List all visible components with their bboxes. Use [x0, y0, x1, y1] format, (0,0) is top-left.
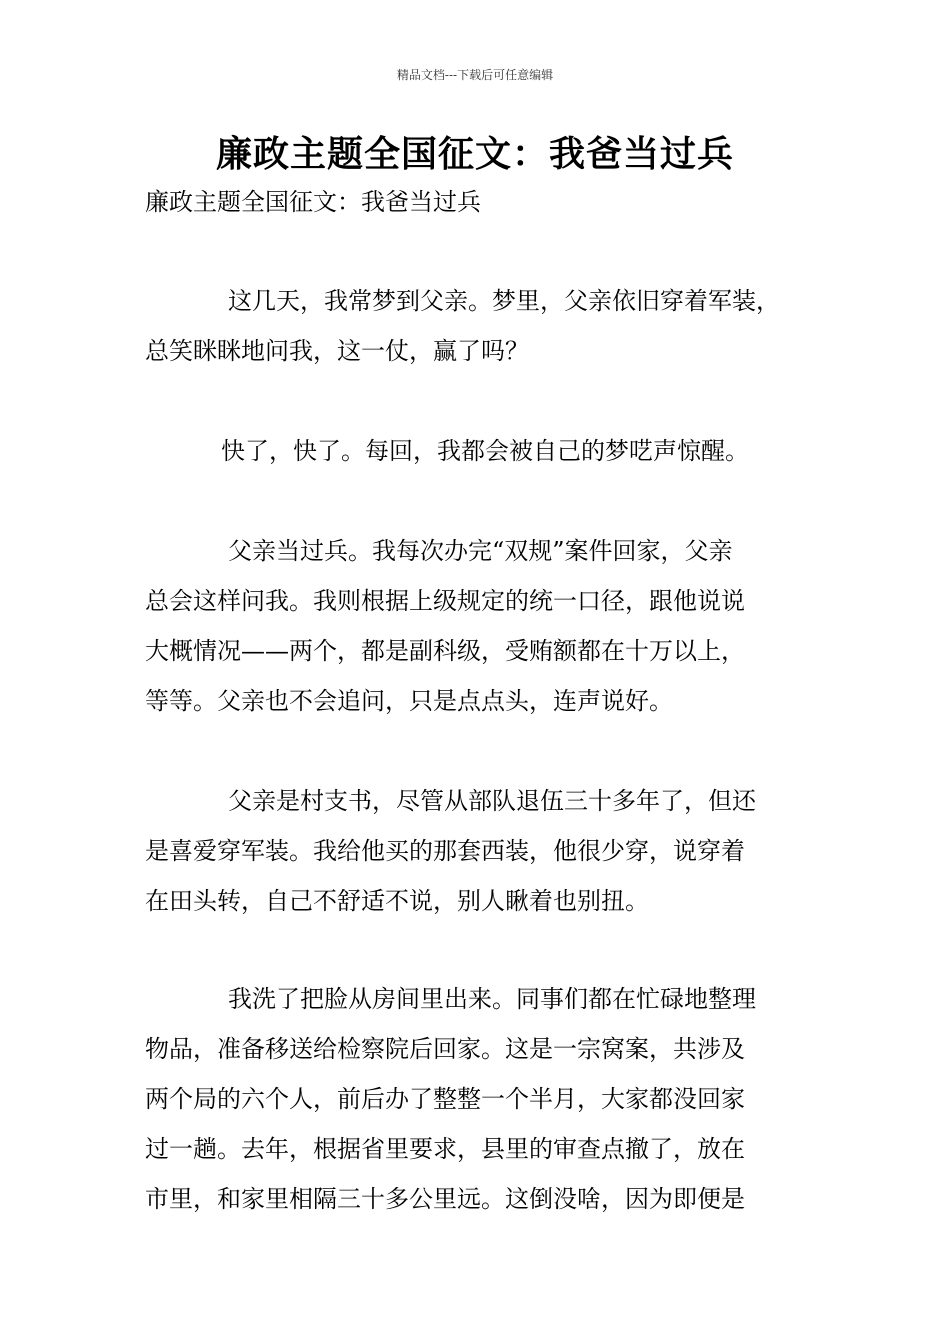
paragraph-line: 总笑眯眯地问我，这一仗，赢了吗？	[145, 337, 529, 365]
paragraph-line: 我洗了把脸从房间里出来。同事们都在忙碌地整理	[228, 985, 756, 1013]
page-header-watermark: 精品文档---下载后可任意编辑	[396, 68, 554, 82]
paragraph-2	[145, 426, 810, 476]
paragraph-line: 等等。父亲也不会追问，只是点点头，连声说好。	[145, 687, 673, 715]
paragraph-line: 市里，和家里相隔三十多公里远。这倒没啥，因为即便是	[145, 1185, 745, 1213]
document-subtitle: 廉政主题全国征文：我爸当过兵	[145, 188, 481, 216]
paragraph-line: 快了，快了。每回，我都会被自己的梦呓声惊醒。	[221, 437, 749, 465]
paragraph-line: 总会这样问我。我则根据上级规定的统一口径，跟他说说	[145, 587, 745, 615]
paragraph-line: 大概情况——两个，都是副科级，受贿额都在十万以上，	[145, 637, 745, 665]
paragraph-line: 父亲是村支书，尽管从部队退伍三十多年了，但还	[228, 787, 756, 815]
paragraph-line: 在田头转，自己不舒适不说，别人瞅着也别扭。	[145, 887, 649, 915]
paragraph-line: 这几天，我常梦到父亲。梦里，父亲依旧穿着军装，	[228, 287, 780, 315]
paragraph-3	[145, 526, 810, 726]
paragraph-1	[145, 276, 810, 376]
paragraph-line: 是喜爱穿军装。我给他买的那套西装，他很少穿，说穿着	[145, 837, 745, 865]
paragraph-5	[145, 974, 810, 1224]
paragraph-4	[145, 776, 810, 926]
paragraph-line: 父亲当过兵。我每次办完“双规”案件回家，父亲	[228, 537, 733, 565]
paragraph-line: 过一趟。去年，根据省里要求，县里的审查点撤了，放在	[145, 1135, 745, 1163]
document-title: 廉政主题全国征文：我爸当过兵	[215, 134, 734, 175]
paragraph-line: 物品，准备移送给检察院后回家。这是一宗窝案，共涉及	[145, 1035, 745, 1063]
paragraph-line: 两个局的六个人，前后办了整整一个半月，大家都没回家	[145, 1085, 745, 1113]
